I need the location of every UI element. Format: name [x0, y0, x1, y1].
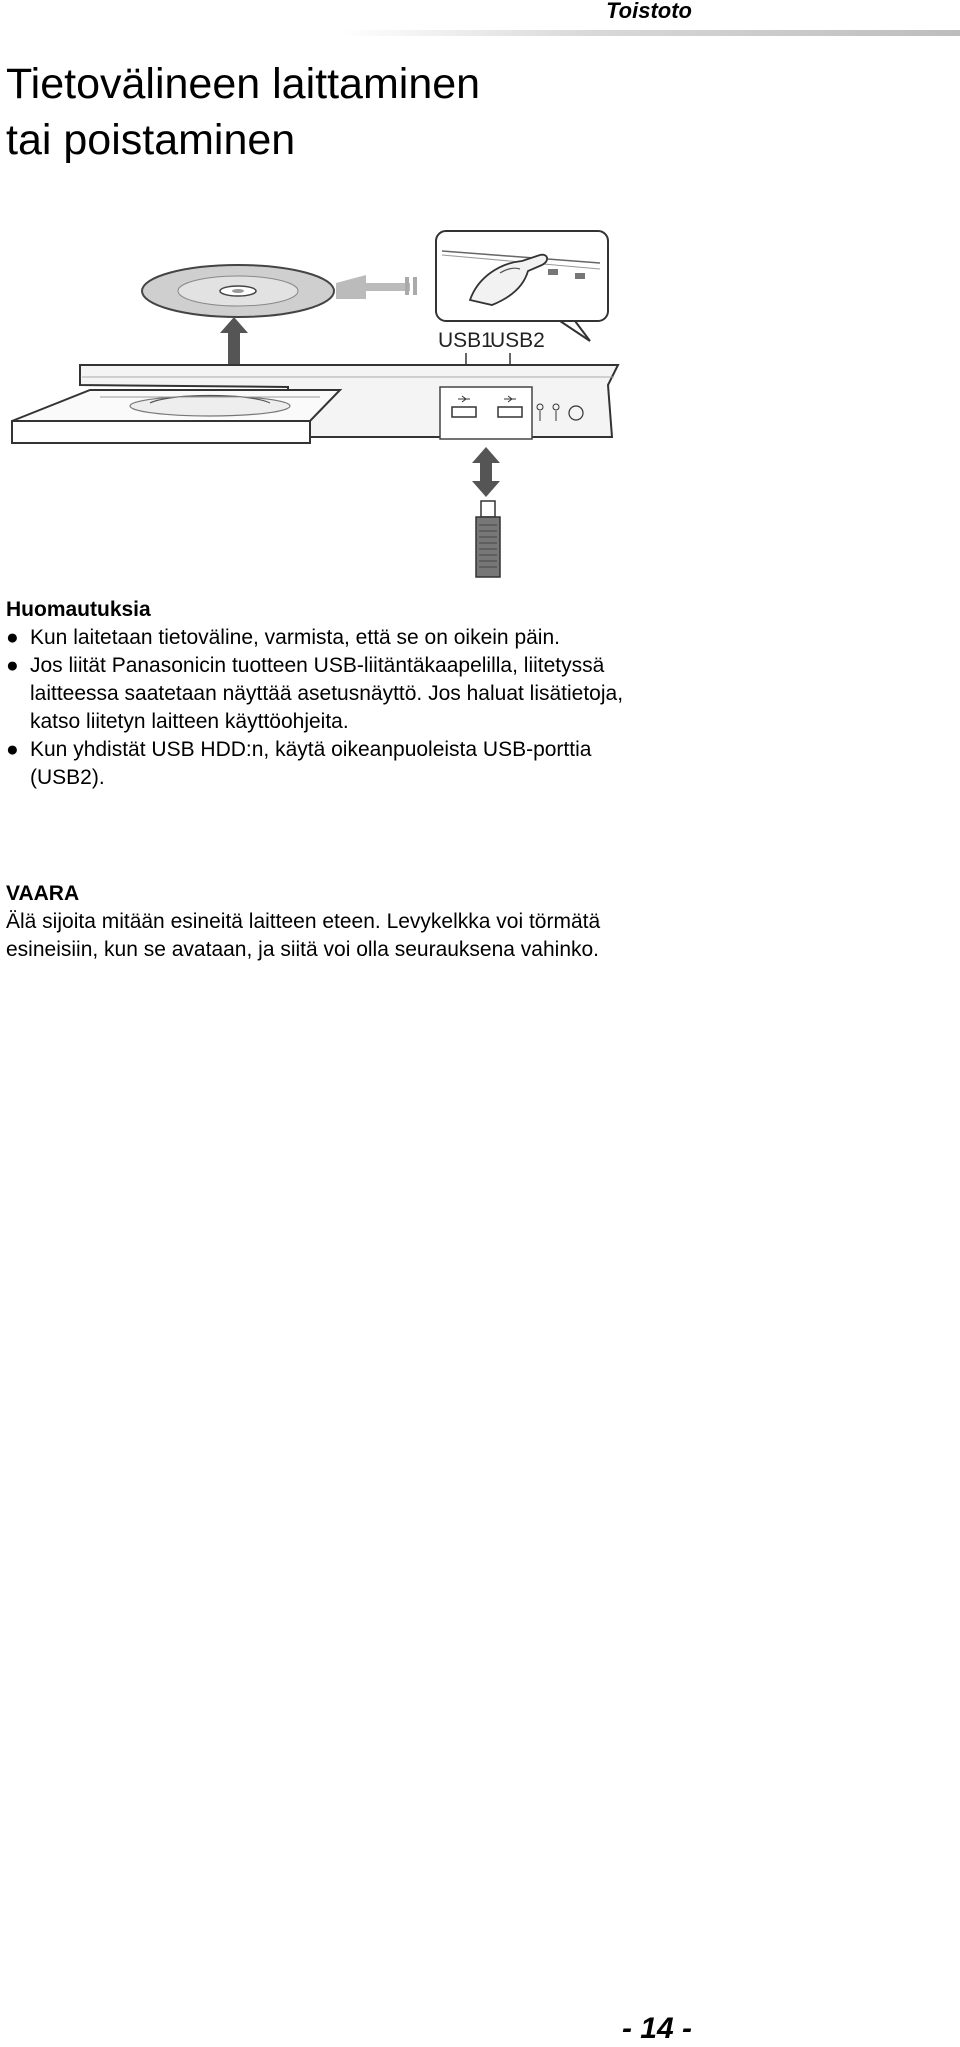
page-title-line-1: Tietovälineen laittaminen [6, 60, 481, 108]
notes-list [6, 624, 636, 792]
warning-text: Älä sijoita mitään esineitä laitteen eteen. Levykelkka voi törmätä esineisiin, kun se avataan, ja siitä voi olla seurauksena vahinko. [6, 910, 601, 961]
warning-section [6, 880, 646, 964]
warning-heading: VAARA [6, 882, 80, 905]
bullet-icon: ● [6, 654, 19, 677]
note-item [6, 736, 636, 792]
usb1-label: USB1 [438, 329, 493, 352]
page-title-line-2: tai poistaminen [6, 116, 296, 164]
page-number: - 14 - [621, 2012, 692, 2045]
usb-connect-arrow-icon [472, 447, 500, 497]
usb-stick-icon [476, 501, 500, 577]
disc-icon [142, 265, 334, 317]
disc-tray [12, 390, 340, 443]
usb2-label: USB2 [490, 329, 545, 352]
insert-media-illustration [0, 225, 640, 580]
page-title [6, 56, 626, 168]
header-rule [340, 30, 960, 36]
insert-direction-arrow-icon [336, 275, 417, 299]
section-label: Toistoto [606, 0, 692, 23]
note-item [6, 652, 636, 736]
notes-section [6, 596, 636, 792]
note-text: Kun laitetaan tietoväline, varmista, että se on oikein päin. [30, 626, 560, 649]
notes-heading: Huomautuksia [6, 598, 151, 621]
open-button-callout [436, 231, 608, 341]
note-item [6, 624, 636, 652]
bullet-icon: ● [6, 626, 19, 649]
note-text: Jos liität Panasonicin tuotteen USB-liitäntäkaapelilla, liitetyssä laitteessa saatetaan näyttää asetusnäyttö. Jos haluat lisätietoja, katso liitetyn laitteen käyttöohjeita. [30, 654, 624, 733]
note-text: Kun yhdistät USB HDD:n, käytä oikeanpuoleista USB-porttia (USB2). [30, 738, 592, 789]
bullet-icon: ● [6, 738, 19, 761]
